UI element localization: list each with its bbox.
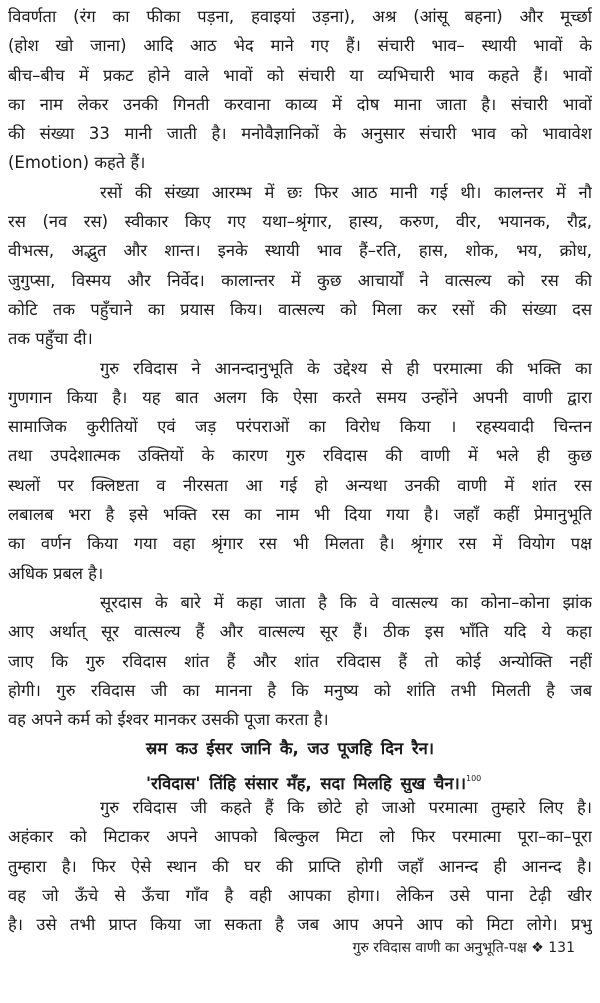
text-line: जुगुप्सा, विस्मय और निर्वेद। कालान्तर में कुछ आचार्यों ने वात्सल्य को रस की [8, 270, 592, 290]
text-line: अधिक प्रबल है। [8, 563, 104, 583]
text-line: आए अर्थात् सूर वात्सल्य हैं और वात्सल्य सूर हैं। ठीक इस भाँति यदि ये कहा [8, 622, 592, 642]
paragraphs [8, 2, 592, 734]
verse-line-1: स्रम कउ ईसर जानि कै, जउ पूजहि दिन रैन। [146, 739, 435, 759]
text-line: तक पहुँचा दी। [8, 329, 93, 349]
paragraph [8, 354, 592, 588]
page-number: 131 [548, 940, 575, 956]
text-line: गुणगान किया है। यह बात अलग कि ऐसा करते समय उन्होंने अपनी वाणी द्वारा [8, 387, 592, 407]
running-title: गुरु रविदास वाणी का अनुभूति-पक्ष [352, 940, 527, 956]
separator-icon: ❖ [531, 940, 544, 956]
text-line: (होश खो जाना) आदि आठ भेद माने गए हैं। संचारी भाव– स्थायी भावों के [8, 36, 592, 56]
paragraph [8, 2, 592, 178]
text-line: होगी। गुरु रविदास जी का मानना है कि मनुष्य को शांति तभी मिलती है जब [8, 680, 592, 700]
text-line: बीच–बीच में प्रकट होने वाले भावों को संचारी या व्यभिचारी भाव कहते हैं। भावों [8, 65, 592, 85]
text-line: गुरु रविदास ने आनन्दानुभूति के उद्देश्य से ही परमात्मा की भक्ति का [100, 358, 592, 378]
text-line: वह अपने कर्म को ईश्वर मानकर उसकी पूजा करता है। [8, 710, 329, 730]
verse-line-2-text: 'रविदास' तिंहि संसार मँह, सदा मिलहि सुख चैन।। [146, 773, 466, 793]
text-line: लबालब भरा है इसे भक्ति रस का नाम भी दिया गया है। जहाँ कहीं प्रेमानुभूति [8, 505, 592, 525]
text-line: सामाजिक कुरीतियों एवं जड़ परंपराओं का विरोध किया । रहस्यवादी चिन्तन [8, 417, 592, 437]
text-line: अहंकार को मिटाकर अपने आपको बिल्कुल मिटा लो फिर परमात्मा पूरा–का–पूरा [8, 827, 592, 847]
text-line: कोटि तक पहुँचाने का प्रयास किय। वात्सल्य को मिला कर रसों की संख्या दस [8, 299, 592, 319]
text-line: रसों की संख्या आरम्भ में छः फिर आठ मानी गई थी। कालन्तर में नौ [100, 182, 592, 202]
paragraph [8, 588, 592, 734]
text-line: रस (नव रस) स्वीकार किए गए यथा–श्रृंगार, हास्य, करुण, वीर, भयानक, रौद्र, [8, 212, 592, 232]
text-line: वीभत्स, अद्भुत और शान्त। इनके स्थायी भाव हैं–रति, हास, शोक, भय, क्रोध, [8, 241, 592, 261]
page-body [8, 2, 592, 940]
footnote-reference: 100 [465, 773, 482, 783]
page-footer [353, 938, 575, 957]
text-line: का वर्णन किया गया वहा श्रृंगार रस भी मिलता है। श्रृंगार रस में वियोग पक्ष [8, 534, 592, 554]
text-line: की संख्या 33 मानी जाती है। मनोवैज्ञानिकों के अनुसार संचारी भाव को भावावेश [8, 124, 592, 144]
paragraph [8, 178, 592, 354]
text-line: सूरदास के बारे में कहा जाता है कि वे वात्सल्य का कोना–कोना झांक [100, 592, 592, 612]
text-line: तथा उपदेशात्मक उक्तियों के कारण गुरु रविदास की वाणी में भले ही कुछ [8, 446, 592, 466]
text-line: है। उसे तभी प्राप्त किया जा सकता है जब आप अपने आप को मिटा लोगे। प्रभु [8, 915, 592, 935]
text-line: वह जो ऊँचे से ऊँचा गाँव है वही आपका होगा। लेकिन उसे पाना टेढ़ी खीर [8, 885, 592, 905]
paragraph [8, 793, 592, 939]
text-line: जाए कि गुरु रविदास शांत हैं और शांत रविदास हैं तो कोई अन्योक्ति नहीं [8, 651, 592, 671]
verse-line-2 [8, 764, 592, 793]
text-line: तुम्हारा है। फिर ऐसे स्थान की घर की प्राप्ति होगी जहाँ आनन्द ही आनन्द है। [8, 856, 592, 876]
text-line: स्थलों पर क्लिष्टता व नीरसता आ गई हो अन्यथा उनकी वाणी में शांत रस [8, 475, 592, 495]
text-line: का नाम लेकर उनकी गिनती करवाना काव्य में दोष माना जाता है। संचारी भावों [8, 94, 592, 114]
text-line: गुरु रविदास जी कहते हैं कि छोटे हो जाओ परमात्मा तुम्हारे लिए है। [100, 798, 592, 818]
text-line: विवर्णता (रंग का फीका पड़ना, हवाइयां उड़ना), अश्र (आंसू बहना) और मूर्च्छा [8, 7, 592, 26]
text-line: (Emotion) कहते हैं। [8, 153, 146, 173]
